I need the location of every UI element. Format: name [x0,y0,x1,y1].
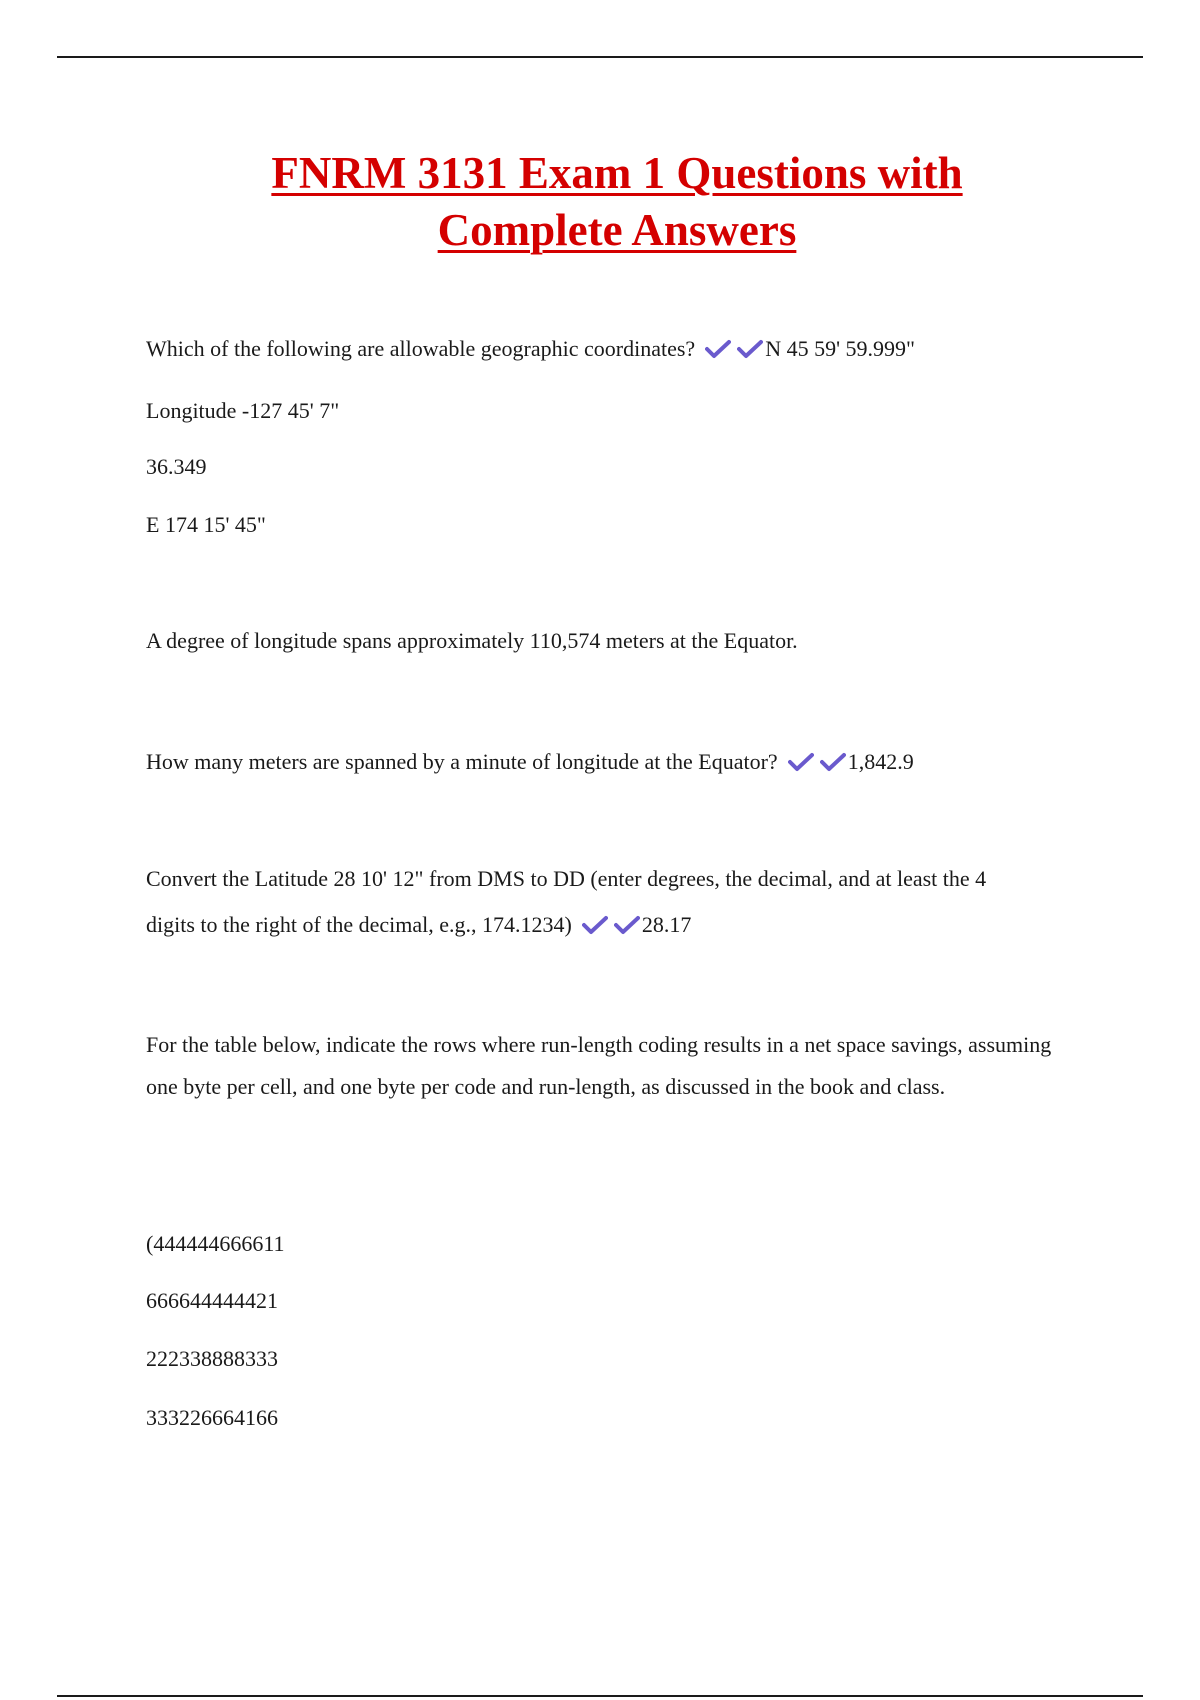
document-title [0,145,1200,259]
question-1-text: Which of the following are allowable geographic coordinates? [146,336,696,361]
table-row-3: 222338888333 [146,1346,278,1371]
question-4-line-2 [146,911,691,942]
question-1-option-2: 36.349 [146,454,207,479]
title-line-2: Complete Answers [437,205,797,255]
check-icon [705,339,731,359]
question-1-answer: N 45 59' 59.999" [765,336,916,361]
answer-check-icon [705,338,763,366]
table-row-1: (444444666611 [146,1231,285,1256]
question-5-text: For the table below, indicate the rows where run-length coding results in a net space savings, assuming one byte per cell, and one byte per code and run-length, as discussed in the book and class. [146,1032,1052,1099]
table-row-2: 666644444421 [146,1288,278,1313]
check-icon [820,752,846,772]
answer-check-icon [788,751,846,779]
check-icon [737,339,763,359]
question-1 [146,335,915,366]
question-4-text: digits to the right of the decimal, e.g., 174.1234) [146,912,572,937]
bottom-rule [57,1695,1143,1697]
question-4-line-1: Convert the Latitude 28 10' 12" from DMS to DD (enter degrees, the decimal, and at least the 4 [146,866,987,891]
check-icon [788,752,814,772]
question-4-answer: 28.17 [641,912,692,937]
question-3-text: How many meters are spanned by a minute of longitude at the Equator? [146,749,778,774]
top-rule [57,56,1143,58]
answer-check-icon [582,914,640,942]
question-1-option-3: E 174 15' 45" [146,512,266,537]
question-3-answer: 1,842.9 [847,749,914,774]
table-row-4: 333226664166 [146,1405,278,1430]
check-icon [614,915,640,935]
question-2-text: A degree of longitude spans approximately 110,574 meters at the Equator. [146,628,798,653]
check-icon [582,915,608,935]
question-3 [146,748,914,779]
title-line-1: FNRM 3131 Exam 1 Questions with [271,148,963,198]
question-1-option-1: Longitude -127 45' 7" [146,398,340,423]
